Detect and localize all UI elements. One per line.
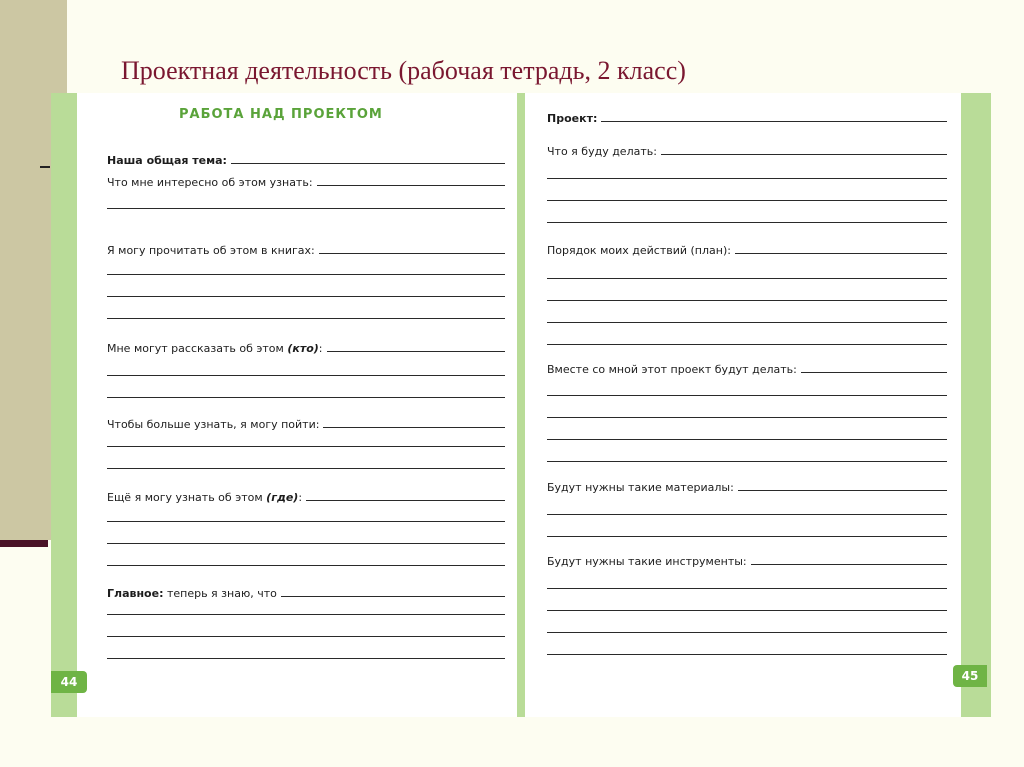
answer-line	[107, 208, 505, 209]
prompt-label: Что я буду делать:	[547, 145, 657, 158]
prompt-row	[107, 484, 505, 504]
prompt-label: Проект:	[547, 112, 598, 125]
slide-title: Проектная деятельность (рабочая тетрадь, 2 класс)	[121, 56, 686, 85]
answer-line	[751, 564, 947, 565]
answer-line	[738, 490, 947, 491]
answer-line	[107, 296, 505, 297]
right-page	[525, 93, 979, 717]
answer-line	[231, 163, 505, 164]
answer-line	[317, 185, 505, 186]
answer-line	[661, 154, 947, 155]
answer-line	[547, 395, 947, 396]
side-decor-line	[0, 540, 48, 547]
page-heading: РАБОТА НАД ПРОЕКТОМ	[179, 107, 383, 122]
workbook-spread	[51, 93, 991, 717]
answer-line	[107, 521, 505, 522]
answer-line	[327, 351, 505, 352]
answer-line	[547, 178, 947, 179]
prompt-label: Вместе со мной этот проект будут делать:	[547, 363, 797, 376]
prompt-label: Будут нужны такие инструменты:	[547, 555, 747, 568]
answer-line	[547, 200, 947, 201]
answer-line	[323, 427, 505, 428]
answer-line	[735, 253, 947, 254]
answer-line	[801, 372, 947, 373]
prompt-label: Главное: теперь я знаю, что	[107, 587, 277, 600]
answer-line	[107, 543, 505, 544]
prompt-row	[107, 335, 505, 355]
prompt-row	[547, 237, 947, 257]
prompt-row	[107, 580, 505, 600]
prompt-label: Мне могут рассказать об этом (кто):	[107, 342, 323, 355]
answer-line	[547, 344, 947, 345]
answer-line	[547, 632, 947, 633]
answer-line	[547, 461, 947, 462]
prompt-row	[547, 138, 947, 158]
answer-line	[547, 300, 947, 301]
answer-line	[107, 468, 505, 469]
prompt-row	[547, 356, 947, 376]
prompt-label: Ещё я могу узнать об этом (где):	[107, 491, 303, 504]
answer-line	[107, 375, 505, 376]
answer-line	[547, 417, 947, 418]
prompt-row	[547, 105, 947, 125]
page-number: 45	[953, 665, 987, 687]
answer-line	[547, 322, 947, 323]
prompt-row	[547, 548, 947, 568]
prompt-label: Я могу прочитать об этом в книгах:	[107, 244, 315, 257]
answer-line	[547, 222, 947, 223]
prompt-label: Чтобы больше узнать, я могу пойти:	[107, 418, 320, 431]
answer-line	[107, 397, 505, 398]
answer-line	[107, 565, 505, 566]
prompt-label: Наша общая тема:	[107, 154, 227, 167]
answer-line	[547, 536, 947, 537]
answer-line	[547, 654, 947, 655]
answer-line	[601, 121, 947, 122]
prompt-label: Что мне интересно об этом узнать:	[107, 176, 313, 189]
answer-line	[107, 274, 505, 275]
answer-line	[107, 658, 505, 659]
answer-line	[547, 278, 947, 279]
answer-line	[107, 614, 505, 615]
answer-line	[319, 253, 505, 254]
answer-line	[306, 500, 505, 501]
answer-line	[107, 446, 505, 447]
prompt-row	[107, 237, 505, 257]
answer-line	[547, 610, 947, 611]
answer-line	[547, 588, 947, 589]
prompt-row	[547, 474, 947, 494]
prompt-label: Порядок моих действий (план):	[547, 244, 731, 257]
prompt-row	[107, 411, 505, 431]
answer-line	[107, 636, 505, 637]
prompt-row	[107, 147, 505, 167]
page-number: 44	[51, 671, 87, 693]
answer-line	[281, 596, 505, 597]
left-page	[60, 93, 517, 717]
bullet-dash	[40, 166, 50, 168]
answer-line	[107, 318, 505, 319]
answer-line	[547, 439, 947, 440]
answer-line	[547, 514, 947, 515]
prompt-label: Будут нужны такие материалы:	[547, 481, 734, 494]
prompt-row	[107, 169, 505, 189]
